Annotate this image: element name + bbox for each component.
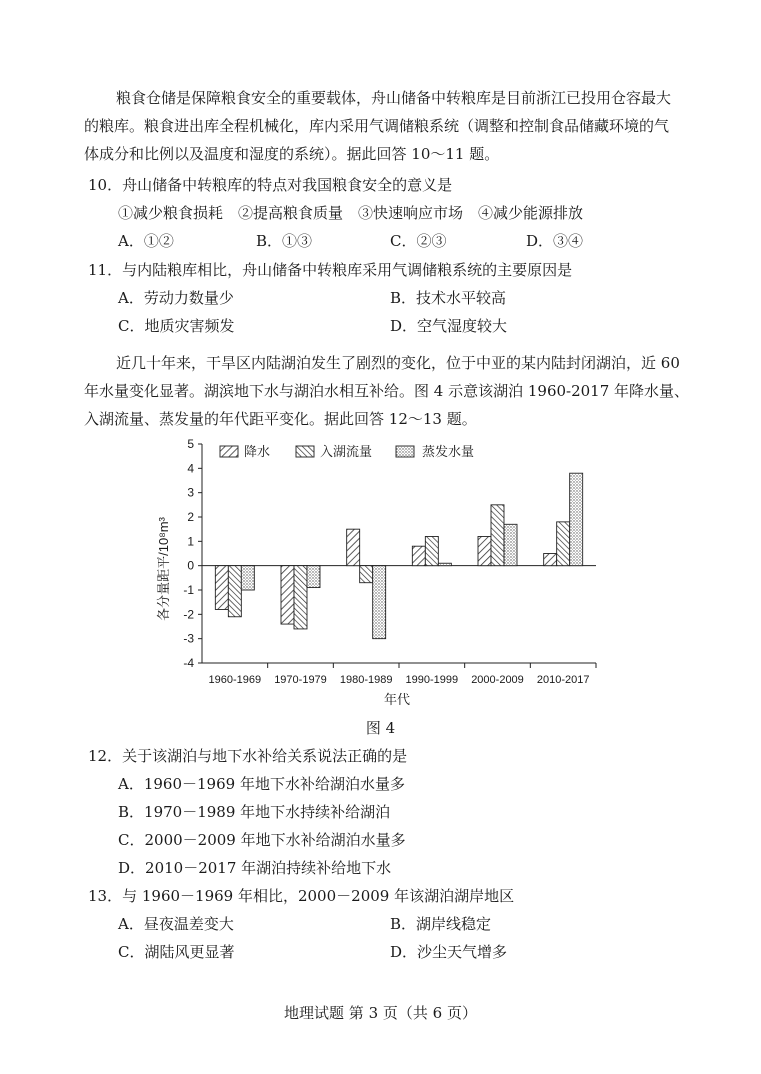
q11-option-c: C．地质灾害频发 xyxy=(118,317,235,335)
q10-stem: 10．舟山储备中转粮库的特点对我国粮食安全的意义是 xyxy=(88,176,453,194)
legend-label-precip: 降水 xyxy=(244,444,271,459)
q12-option-c: C．2000－2009 年地下水补给湖泊水量多 xyxy=(118,831,406,849)
passage1-line-2: 的粮库。粮食进出库全程机械化，库内采用气调储粮系统（调整和控制食品储藏环境的气 xyxy=(84,117,670,135)
chart-bar xyxy=(438,563,451,565)
passage2-line-3: 入湖流量、蒸发量的年代距平变化。据此回答 12～13 题。 xyxy=(84,410,477,428)
chart-x-tick-label: 2000-2009 xyxy=(471,674,524,686)
q13-option-a: A．昼夜温差变大 xyxy=(118,915,234,933)
chart-bar xyxy=(557,522,570,566)
chart-y-tick-label: -1 xyxy=(183,583,194,597)
q10-option-a: A．①② xyxy=(118,232,174,250)
chart-y-tick-label: 0 xyxy=(187,558,194,573)
chart-bar xyxy=(360,566,373,583)
q11-option-a: A．劳动力数量少 xyxy=(118,289,234,307)
chart-x-axis-label: 年代 xyxy=(383,692,411,707)
chart-x-tick-label: 2010-2017 xyxy=(536,674,590,686)
chart-x-tick-label: 1960-1969 xyxy=(208,674,262,686)
q12-option-a: A．1960－1969 年地下水补给湖泊水量多 xyxy=(118,775,405,793)
passage1-line-1: 粮食仓储是保障粮食安全的重要载体，舟山储备中转粮库是目前浙江已投用仓容最大 xyxy=(116,89,672,107)
q12-stem: 12．关于该湖泊与地下水补给关系说法正确的是 xyxy=(88,747,408,765)
chart-bar xyxy=(570,473,583,565)
q13-option-d: D．沙尘天气增多 xyxy=(390,943,508,961)
chart-y-tick-label: -4 xyxy=(183,656,194,670)
q11-stem: 11．与内陆粮库相比，舟山储备中转粮库采用气调储粮系统的主要原因是 xyxy=(88,261,573,279)
legend-label-inflow: 入湖流量 xyxy=(320,444,373,459)
figure-caption: 图 4 xyxy=(365,719,396,737)
chart-bar xyxy=(412,546,425,565)
chart-bar xyxy=(294,566,307,629)
q11-option-b: B．技术水平较高 xyxy=(390,289,507,307)
chart-y-tick-label: -3 xyxy=(183,631,194,646)
chart-y-tick-label: 4 xyxy=(187,461,194,476)
chart-bar xyxy=(373,566,386,639)
chart-bar xyxy=(478,536,491,565)
q13-option-c: C．湖陆风更显著 xyxy=(118,943,235,961)
q10-option-c: C．②③ xyxy=(390,232,447,250)
passage2-line-1: 近几十年来，干旱区内陆湖泊发生了剧烈的变化，位于中亚的某内陆封闭湖泊，近 60 xyxy=(116,354,680,372)
chart-bar xyxy=(307,566,320,588)
chart-bar xyxy=(228,566,241,617)
chart-legend xyxy=(220,444,474,459)
chart-y-tick-label: -2 xyxy=(183,607,194,622)
chart-bar xyxy=(425,536,438,565)
q10-items: ①减少粮食损耗 ②提高粮食质量 ③快速响应市场 ④减少能源排放 xyxy=(118,204,584,222)
chart-x-tick-label: 1980-1989 xyxy=(339,674,393,686)
q12-option-b: B．1970－1989 年地下水持续补给湖泊 xyxy=(118,803,391,821)
q10-option-d: D．③④ xyxy=(526,232,584,250)
chart-bar xyxy=(504,524,517,565)
chart-x-tick-label: 1990-1999 xyxy=(405,674,459,686)
q10-option-b: B．①③ xyxy=(256,232,313,250)
q12-option-d: D．2010－2017 年湖泊持续补给地下水 xyxy=(118,859,392,877)
chart-bar xyxy=(241,566,254,590)
chart-x-tick-label: 1970-1979 xyxy=(274,674,327,686)
chart-bar xyxy=(347,529,360,565)
chart-bar xyxy=(215,566,228,610)
legend-swatch-inflow xyxy=(296,446,314,457)
chart-y-axis-label: 各分量距平/10⁸m³ xyxy=(156,517,171,621)
passage1-line-3: 体成分和比例以及温度和湿度的系统）。据此回答 10～11 题。 xyxy=(84,145,500,163)
chart-bar xyxy=(491,505,504,566)
chart-bar xyxy=(281,566,294,624)
legend-swatch-precip xyxy=(220,446,238,457)
q11-option-d: D．空气湿度较大 xyxy=(390,317,508,335)
chart-y-tick-label: 3 xyxy=(187,485,194,500)
page-footer: 地理试题 第 3 页（共 6 页） xyxy=(284,1004,477,1022)
chart-bar xyxy=(544,554,557,566)
figure-4-chart xyxy=(150,436,620,716)
q13-option-b: B．湖岸线稳定 xyxy=(390,915,492,933)
legend-label-evap: 蒸发水量 xyxy=(422,444,475,459)
chart-y-tick-label: 2 xyxy=(187,510,194,524)
chart-y-tick-label: 1 xyxy=(187,534,194,549)
passage2-line-2: 年水量变化显著。湖滨地下水与湖泊水相互补给。图 4 示意该湖泊 1960-2017 年降水量、 xyxy=(84,382,690,400)
chart-y-tick-label: 5 xyxy=(187,437,194,451)
q13-stem: 13．与 1960－1969 年相比，2000－2009 年该湖泊湖岸地区 xyxy=(88,887,515,905)
legend-swatch-evap xyxy=(396,446,414,457)
